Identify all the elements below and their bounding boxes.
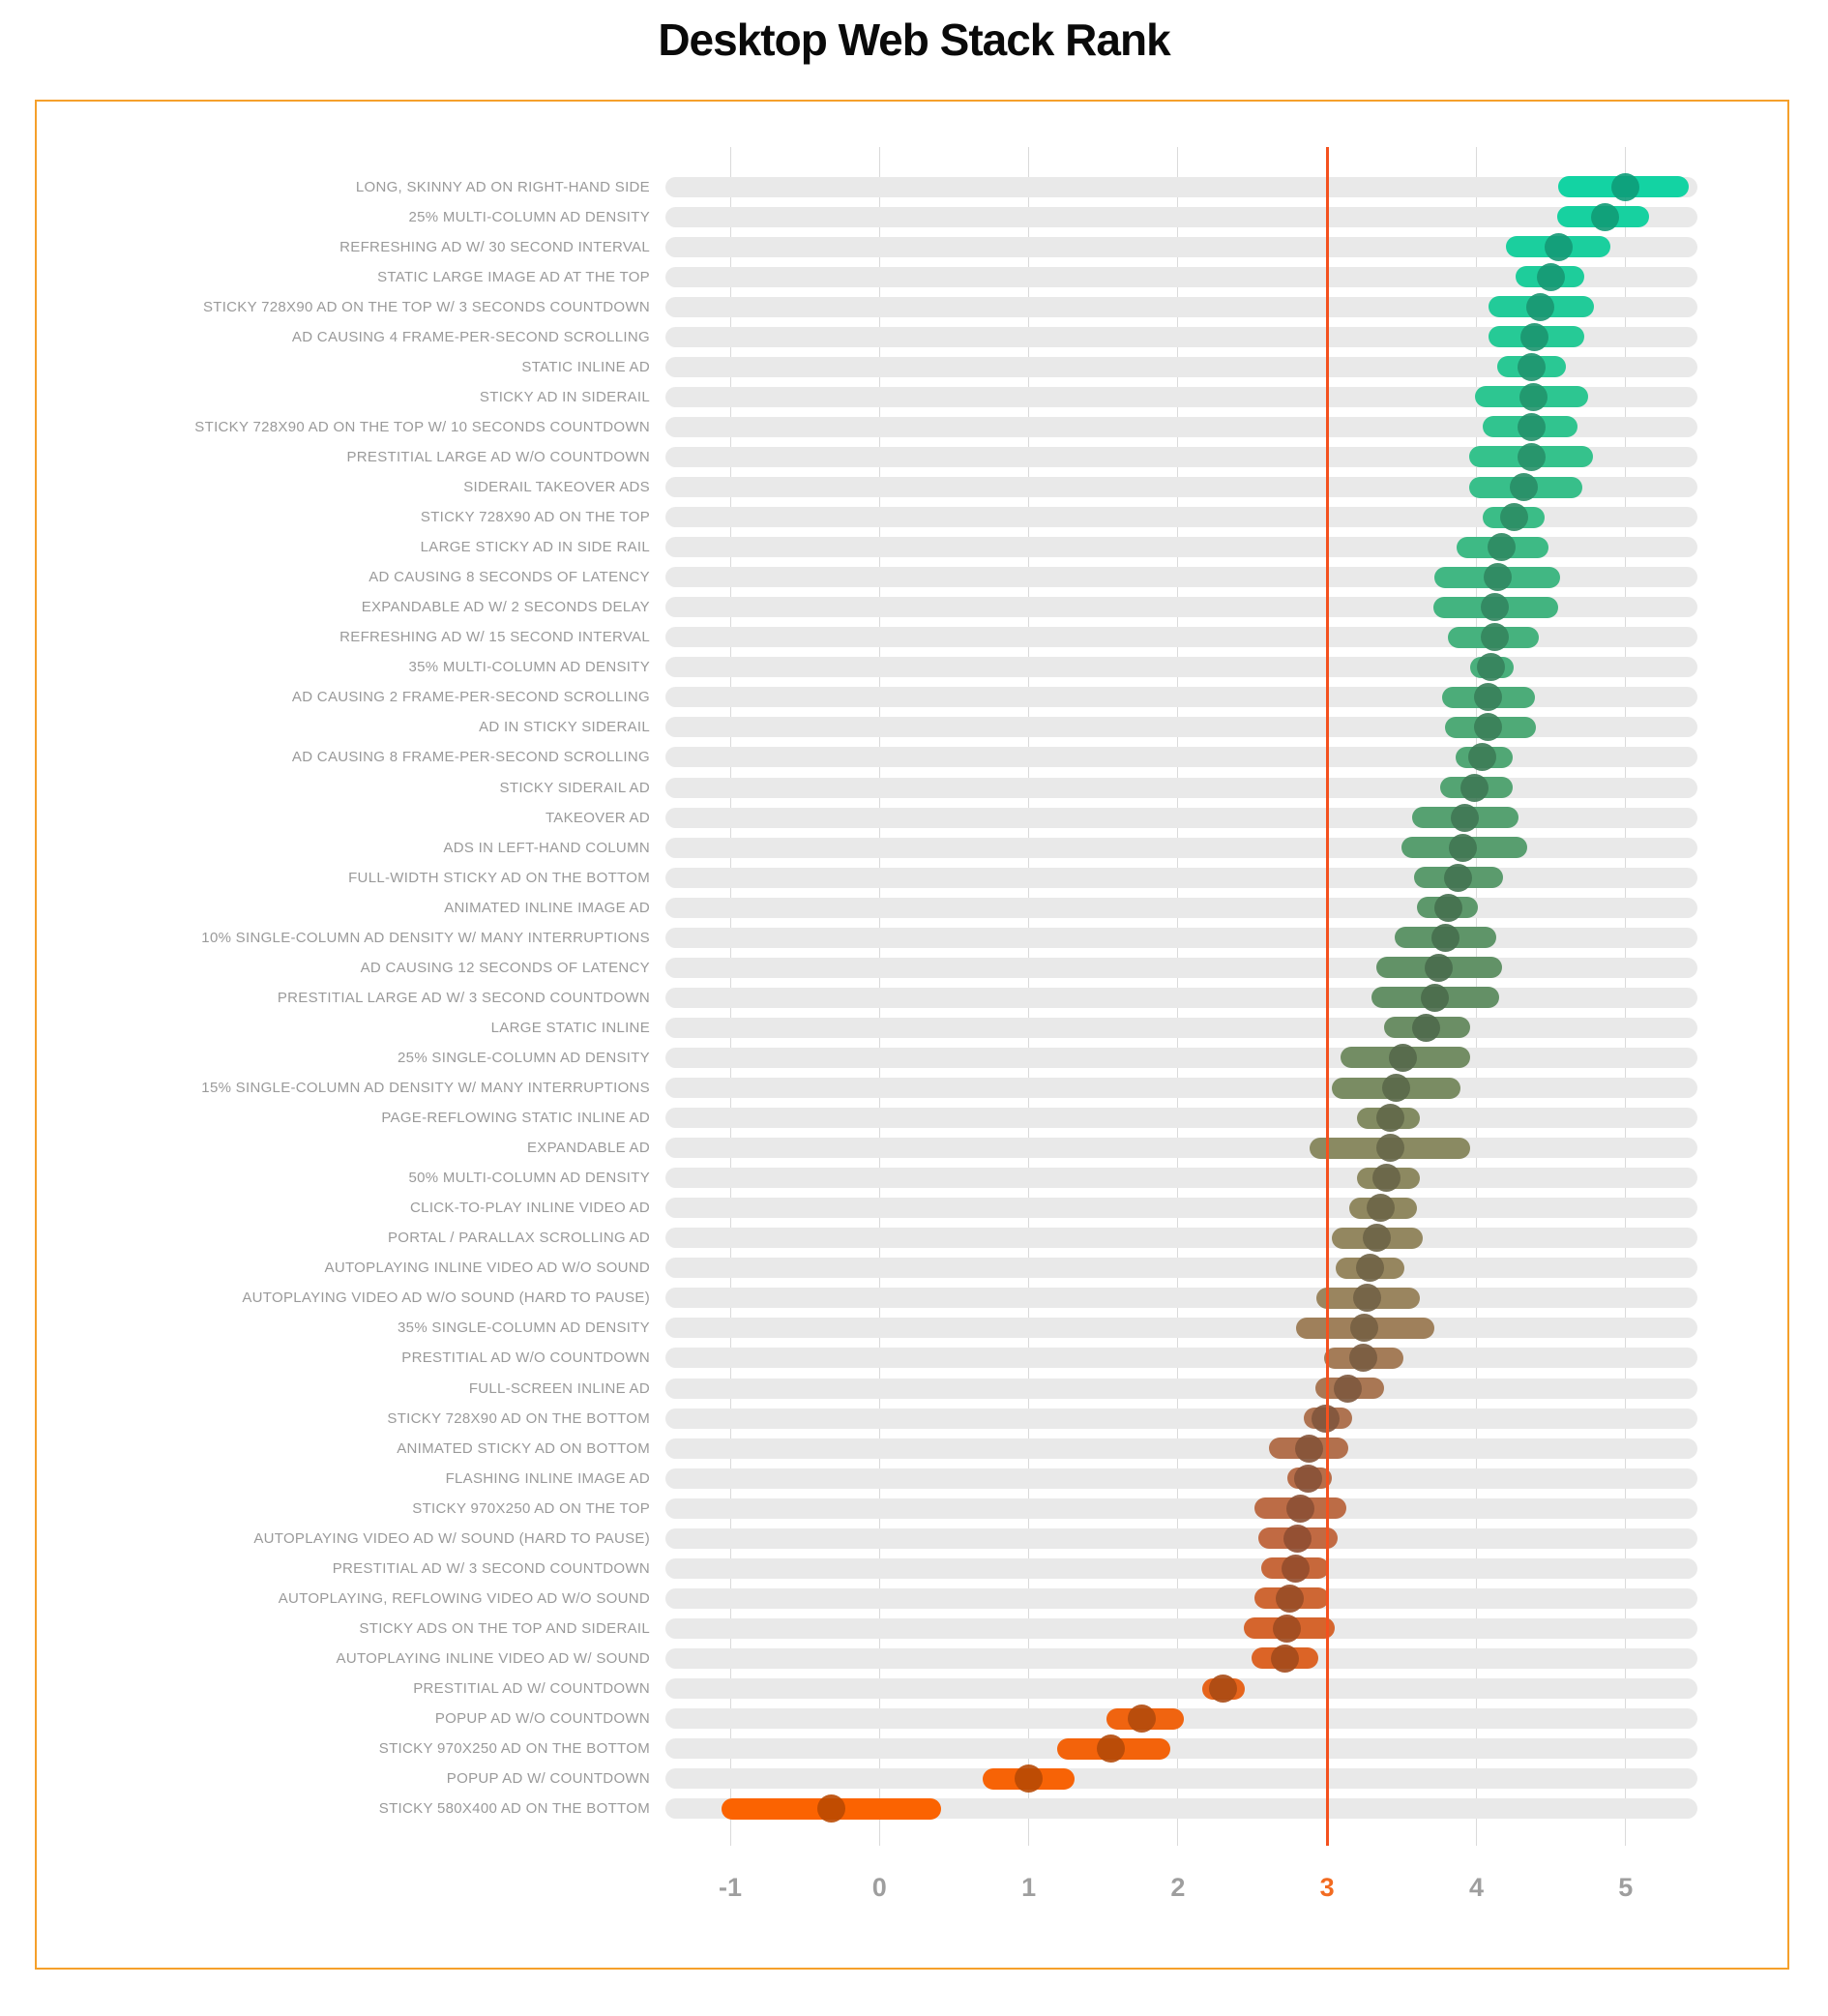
- median-dot: [1349, 1344, 1377, 1372]
- median-dot: [1537, 263, 1565, 291]
- median-dot: [1376, 1134, 1404, 1162]
- row-label: ANIMATED STICKY AD ON BOTTOM: [397, 1439, 650, 1457]
- row-label: 10% SINGLE-COLUMN AD DENSITY W/ MANY INTERRUPTIONS: [201, 929, 650, 946]
- row-label: AD CAUSING 8 FRAME-PER-SECOND SCROLLING: [291, 749, 650, 766]
- median-dot: [1295, 1435, 1323, 1463]
- chart-title: Desktop Web Stack Rank: [658, 15, 1170, 65]
- row-label: ANIMATED INLINE IMAGE AD: [444, 899, 650, 916]
- median-dot: [1500, 503, 1528, 531]
- row-track: [665, 687, 1697, 707]
- row-track: [665, 808, 1697, 828]
- median-dot: [1282, 1555, 1310, 1583]
- row-track: [665, 1198, 1697, 1218]
- row-track: [665, 1108, 1697, 1128]
- row-track: [665, 1348, 1697, 1368]
- row-track: [665, 177, 1697, 197]
- median-dot: [1591, 203, 1619, 231]
- row-track: [665, 898, 1697, 918]
- row-label: STICKY SIDERAIL AD: [499, 779, 650, 796]
- row-track: [665, 778, 1697, 798]
- row-label: PRESTITIAL LARGE AD W/ 3 SECOND COUNTDOWN: [277, 989, 650, 1006]
- row-label: LONG, SKINNY AD ON RIGHT-HAND SIDE: [355, 178, 650, 195]
- row-label: STICKY 728X90 AD ON THE BOTTOM: [387, 1409, 650, 1427]
- row-label: PORTAL / PARALLAX SCROLLING AD: [387, 1230, 650, 1247]
- row-label: 35% SINGLE-COLUMN AD DENSITY: [398, 1319, 650, 1337]
- median-dot: [1376, 1104, 1404, 1132]
- row-track: [665, 1528, 1697, 1549]
- row-track: [665, 747, 1697, 767]
- median-dot: [1518, 413, 1546, 441]
- median-dot: [1209, 1675, 1237, 1703]
- x-tick-label-5: 5: [1618, 1873, 1634, 1902]
- row-track: [665, 1558, 1697, 1579]
- x-tick-label-2: 2: [1170, 1873, 1186, 1902]
- row-track: [665, 627, 1697, 647]
- row-label: STICKY 728X90 AD ON THE TOP: [420, 509, 650, 526]
- row-track: [665, 1438, 1697, 1459]
- row-label: AD CAUSING 4 FRAME-PER-SECOND SCROLLING: [291, 328, 650, 345]
- row-label: SIDERAIL TAKEOVER ADS: [463, 479, 650, 495]
- median-dot: [1611, 173, 1639, 201]
- x-tick-label--1: -1: [718, 1873, 742, 1902]
- row-label: FULL-SCREEN INLINE AD: [468, 1379, 650, 1397]
- row-label: PAGE-REFLOWING STATIC INLINE AD: [381, 1110, 650, 1127]
- row-label: AD CAUSING 2 FRAME-PER-SECOND SCROLLING: [291, 689, 650, 706]
- median-dot: [1286, 1495, 1314, 1523]
- row-label: 15% SINGLE-COLUMN AD DENSITY W/ MANY INTERRUPTIONS: [201, 1080, 650, 1096]
- median-dot: [1283, 1525, 1312, 1553]
- row-track: [665, 988, 1697, 1008]
- row-track: [665, 717, 1697, 737]
- row-label: STICKY 970X250 AD ON THE BOTTOM: [378, 1740, 650, 1758]
- median-dot: [1273, 1615, 1301, 1643]
- row-label: EXPANDABLE AD: [526, 1140, 650, 1157]
- row-label: STICKY AD IN SIDERAIL: [479, 388, 650, 405]
- median-dot: [1484, 563, 1512, 591]
- median-dot: [1518, 353, 1546, 381]
- row-label: 25% MULTI-COLUMN AD DENSITY: [408, 208, 650, 225]
- median-dot: [1519, 383, 1548, 411]
- row-label: POPUP AD W/ COUNTDOWN: [446, 1770, 650, 1788]
- row-track: [665, 838, 1697, 858]
- row-label: FULL-WIDTH STICKY AD ON THE BOTTOM: [348, 869, 650, 886]
- median-dot: [1481, 623, 1509, 651]
- row-track: [665, 1678, 1697, 1699]
- row-track: [665, 958, 1697, 978]
- median-dot: [1431, 924, 1459, 952]
- row-label: REFRESHING AD W/ 15 SECOND INTERVAL: [339, 629, 650, 646]
- row-label: AUTOPLAYING INLINE VIDEO AD W/ SOUND: [336, 1649, 650, 1667]
- row-track: [665, 928, 1697, 948]
- row-label: AUTOPLAYING, REFLOWING VIDEO AD W/O SOUND: [278, 1589, 650, 1607]
- median-dot: [1334, 1375, 1362, 1403]
- row-label: ADS IN LEFT-HAND COLUMN: [443, 839, 650, 856]
- row-track: [665, 1408, 1697, 1429]
- row-label: POPUP AD W/O COUNTDOWN: [434, 1710, 650, 1728]
- row-track: [665, 868, 1697, 888]
- x-tick-label-0: 0: [871, 1873, 887, 1902]
- row-track: [665, 1288, 1697, 1308]
- median-dot: [1412, 1014, 1440, 1042]
- row-label: STICKY 580X400 AD ON THE BOTTOM: [378, 1800, 650, 1818]
- row-label: REFRESHING AD W/ 30 SECOND INTERVAL: [339, 238, 650, 255]
- median-dot: [1518, 443, 1546, 471]
- row-track: [665, 1018, 1697, 1038]
- row-label: CLICK-TO-PLAY INLINE VIDEO AD: [410, 1200, 650, 1217]
- row-label: EXPANDABLE AD W/ 2 SECONDS DELAY: [361, 599, 650, 616]
- median-dot: [1434, 894, 1462, 922]
- median-dot: [1526, 293, 1554, 321]
- median-dot: [1294, 1465, 1322, 1493]
- median-dot: [1276, 1585, 1304, 1613]
- row-track: [665, 1618, 1697, 1639]
- row-label: 35% MULTI-COLUMN AD DENSITY: [408, 659, 650, 676]
- x-tick-label-1: 1: [1021, 1873, 1037, 1902]
- row-label: 50% MULTI-COLUMN AD DENSITY: [408, 1170, 650, 1187]
- row-label: LARGE STICKY AD IN SIDE RAIL: [420, 539, 650, 556]
- row-label: AUTOPLAYING INLINE VIDEO AD W/O SOUND: [324, 1260, 650, 1277]
- median-dot: [1363, 1224, 1391, 1252]
- row-track: [665, 657, 1697, 677]
- median-dot: [1449, 834, 1477, 862]
- median-dot: [1097, 1734, 1125, 1763]
- median-dot: [1451, 804, 1479, 832]
- median-dot: [1444, 864, 1472, 892]
- x-tick-label-3: 3: [1319, 1873, 1335, 1902]
- row-label: AD CAUSING 8 SECONDS OF LATENCY: [369, 569, 650, 586]
- median-dot: [1481, 593, 1509, 621]
- median-dot: [1460, 774, 1489, 802]
- row-label: PRESTITIAL AD W/ 3 SECOND COUNTDOWN: [332, 1559, 650, 1577]
- row-label: FLASHING INLINE IMAGE AD: [445, 1469, 650, 1487]
- row-track: [665, 1379, 1697, 1399]
- row-label: PRESTITIAL LARGE AD W/O COUNTDOWN: [346, 448, 650, 465]
- median-dot: [1382, 1074, 1410, 1102]
- median-dot: [1545, 233, 1573, 261]
- row-label: LARGE STATIC INLINE: [490, 1019, 650, 1036]
- row-track: [665, 1258, 1697, 1278]
- row-label: AD IN STICKY SIDERAIL: [479, 719, 650, 736]
- row-track: [665, 1468, 1697, 1489]
- row-track: [665, 1168, 1697, 1188]
- row-label: STICKY ADS ON THE TOP AND SIDERAIL: [359, 1619, 650, 1637]
- median-dot: [1421, 984, 1449, 1012]
- row-track: [665, 1048, 1697, 1068]
- row-track: [665, 1078, 1697, 1098]
- row-label: 25% SINGLE-COLUMN AD DENSITY: [398, 1049, 650, 1066]
- row-track: [665, 1648, 1697, 1669]
- row-track: [665, 207, 1697, 227]
- row-label: STATIC INLINE AD: [521, 358, 650, 375]
- median-dot: [1520, 323, 1548, 351]
- row-track: [665, 1498, 1697, 1519]
- row-label: PRESTITIAL AD W/ COUNTDOWN: [413, 1680, 650, 1697]
- reference-line: [1326, 147, 1329, 1846]
- row-label: STICKY 728X90 AD ON THE TOP W/ 3 SECONDS COUNTDOWN: [202, 298, 650, 315]
- row-label: TAKEOVER AD: [545, 809, 650, 826]
- x-tick-label-4: 4: [1468, 1873, 1485, 1902]
- row-label: PRESTITIAL AD W/O COUNTDOWN: [401, 1349, 650, 1367]
- row-label: AUTOPLAYING VIDEO AD W/O SOUND (HARD TO PAUSE): [242, 1290, 650, 1307]
- row-track: [665, 1228, 1697, 1248]
- row-label: STATIC LARGE IMAGE AD AT THE TOP: [377, 268, 650, 285]
- row-label: AUTOPLAYING VIDEO AD W/ SOUND (HARD TO PAUSE): [253, 1529, 650, 1547]
- row-track: [665, 1768, 1697, 1789]
- row-label: STICKY 728X90 AD ON THE TOP W/ 10 SECONDS COUNTDOWN: [194, 418, 650, 435]
- row-track: [665, 1318, 1697, 1338]
- row-track: [665, 1138, 1697, 1158]
- row-label: AD CAUSING 12 SECONDS OF LATENCY: [360, 959, 650, 976]
- row-track: [665, 1738, 1697, 1759]
- row-track: [665, 1588, 1697, 1609]
- row-label: STICKY 970X250 AD ON THE TOP: [412, 1499, 650, 1517]
